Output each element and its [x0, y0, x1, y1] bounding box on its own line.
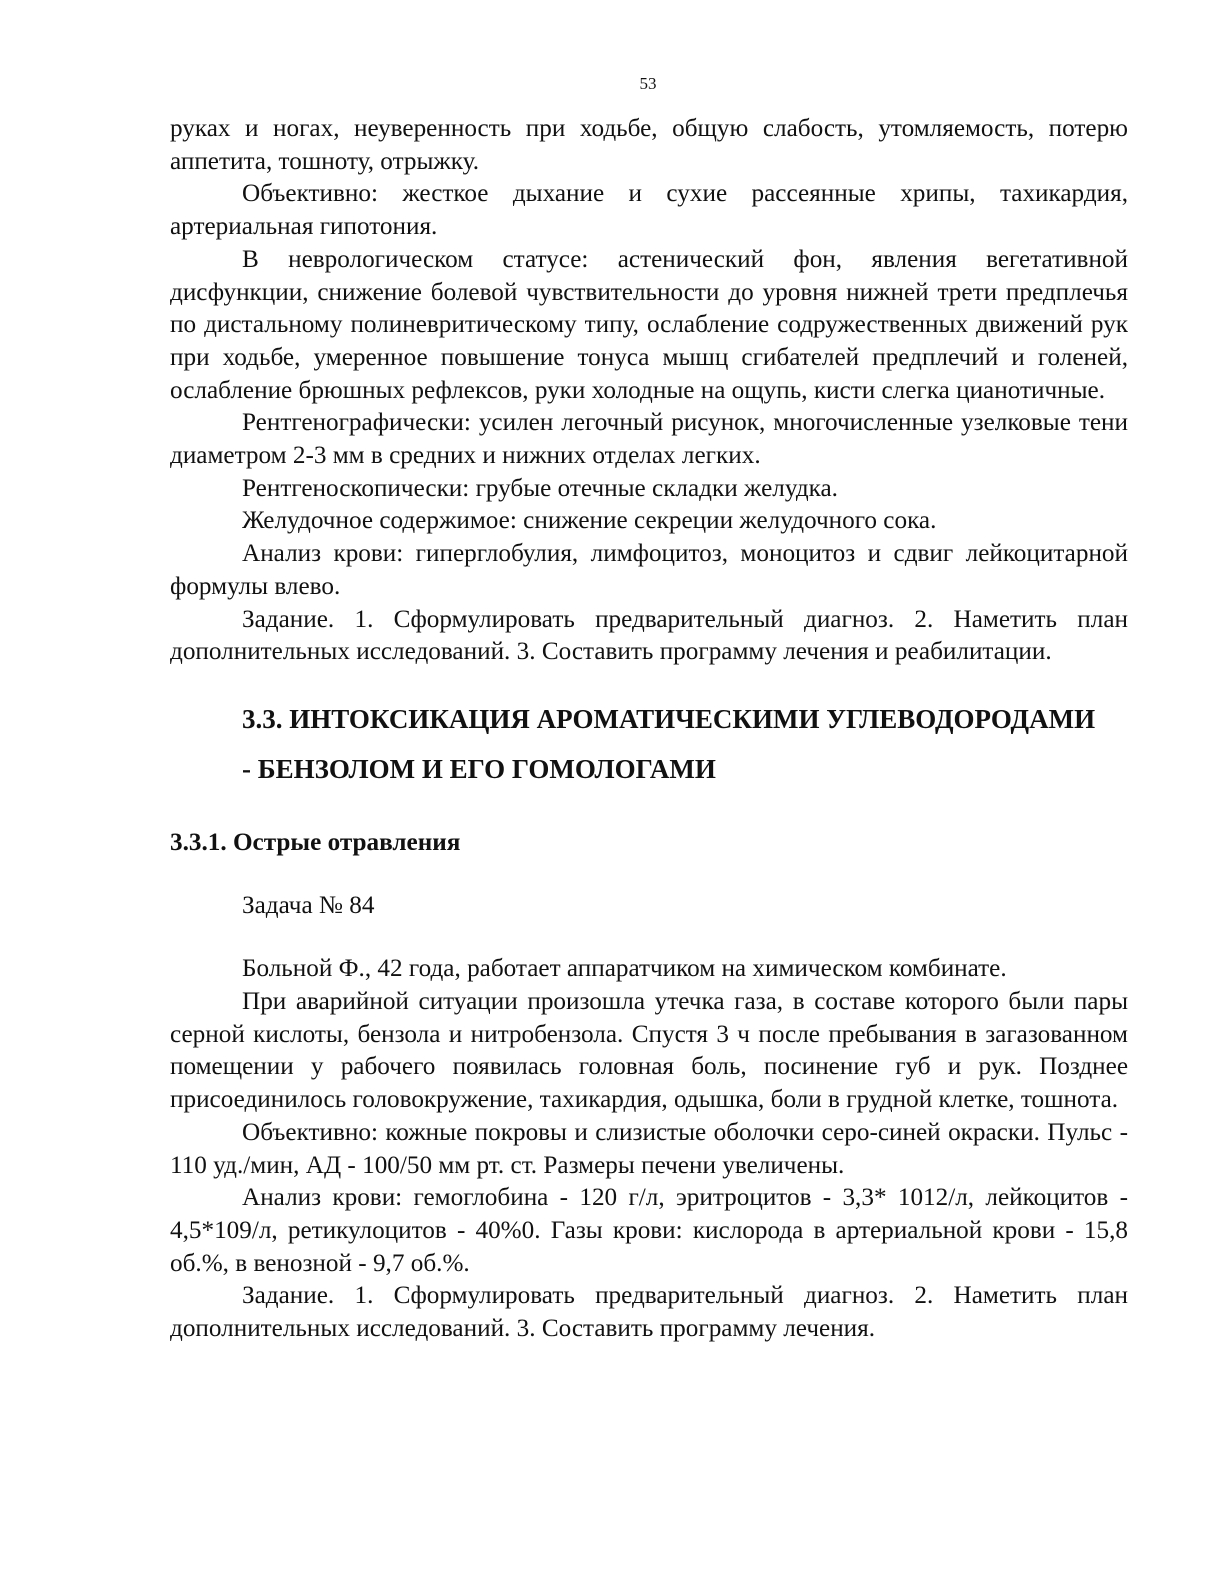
page-body: [170, 113, 1128, 1346]
paragraph-task: Задание. 1. Сформулировать предварительный диагноз. 2. Наметить план дополнительных исследований. 3. Составить программу лечения и реабилитации.: [170, 605, 1128, 666]
section-heading-line-2: - БЕНЗОЛОМ И ЕГО ГОМОЛОГАМИ: [242, 753, 716, 784]
paragraph-radiography: Рентгенографически: усилен легочный рисунок, многочисленные узелковые тени диаметром 2-3 мм в средних и нижних отделах легких.: [170, 409, 1128, 470]
paragraph-radioscopy: Рентгеноскопически: грубые отечные складки желудка.: [242, 474, 838, 502]
paragraph-blood-analysis: Анализ крови: гиперглобулия, лимфоцитоз, моноцитоз и сдвиг лейкоцитарной формулы влево.: [170, 540, 1128, 600]
page-number: 53: [639, 74, 657, 93]
paragraph-incident: При аварийной ситуации произошла утечка газа, в составе которого были пары серной кислоты, бензола и нитробензола. Спустя 3 ч после пребывания в загазованном помещении у рабочего появилась головная боль, посинение губ и рук. Позднее присоединилось головокружение, тахикардия, одышка, боли в грудной клетке, тошнота.: [170, 988, 1128, 1114]
paragraph-gastric-contents: Желудочное содержимое: снижение секреции желудочного сока.: [242, 507, 937, 535]
section-heading-line-1: 3.3. ИНТОКСИКАЦИЯ АРОМАТИЧЕСКИМИ УГЛЕВОДОРОДАМИ: [242, 703, 1096, 734]
task-title: Задача № 84: [242, 891, 375, 919]
paragraph-task-2: Задание. 1. Сформулировать предварительный диагноз. 2. Наметить план дополнительных исследований. 3. Составить программу лечения.: [170, 1282, 1128, 1343]
subsection-heading: 3.3.1. Острые отравления: [170, 828, 461, 856]
paragraph-objective: Объективно: жесткое дыхание и сухие рассеянные хрипы, тахикардия, артериальная гипотония.: [170, 180, 1128, 241]
section-heading: [242, 694, 1128, 794]
paragraph-patient: Больной Ф., 42 года, работает аппаратчиком на химическом комбинате.: [242, 955, 1007, 983]
paragraph-symptoms: руках и ногах, неуверенность при ходьбе, общую слабость, утомляемость, потерю аппетита, тошноту, отрыжку.: [170, 115, 1128, 175]
paragraph-objective-2: Объективно: кожные покровы и слизистые оболочки серо-синей окраски. Пульс - 110 уд./мин, АД - 100/50 мм рт. ст. Размеры печени увеличены.: [170, 1118, 1128, 1179]
paragraph-neurological-status: В неврологическом статусе: астенический фон, явления вегетативной дисфункции, снижение болевой чувствительности до уровня нижней трети предплечья по дистальному полиневритическому типу, ослабление содружественных движений рук при ходьбе, умеренное повышение тонуса мышц сгибателей предплечий и голеней, ослабление брюшных рефлексов, руки холодные на ощупь, кисти слегка цианотичные.: [170, 245, 1128, 404]
paragraph-blood-analysis-2: Анализ крови: гемоглобина - 120 г/л, эритроцитов - 3,3* 1012/л, лейкоцитов - 4,5*109/л, ретикулоцитов - 40%0. Газы крови: кислорода в артериальной крови - 15,8 об.%, в венозной - 9,7 об.%.: [170, 1184, 1128, 1277]
